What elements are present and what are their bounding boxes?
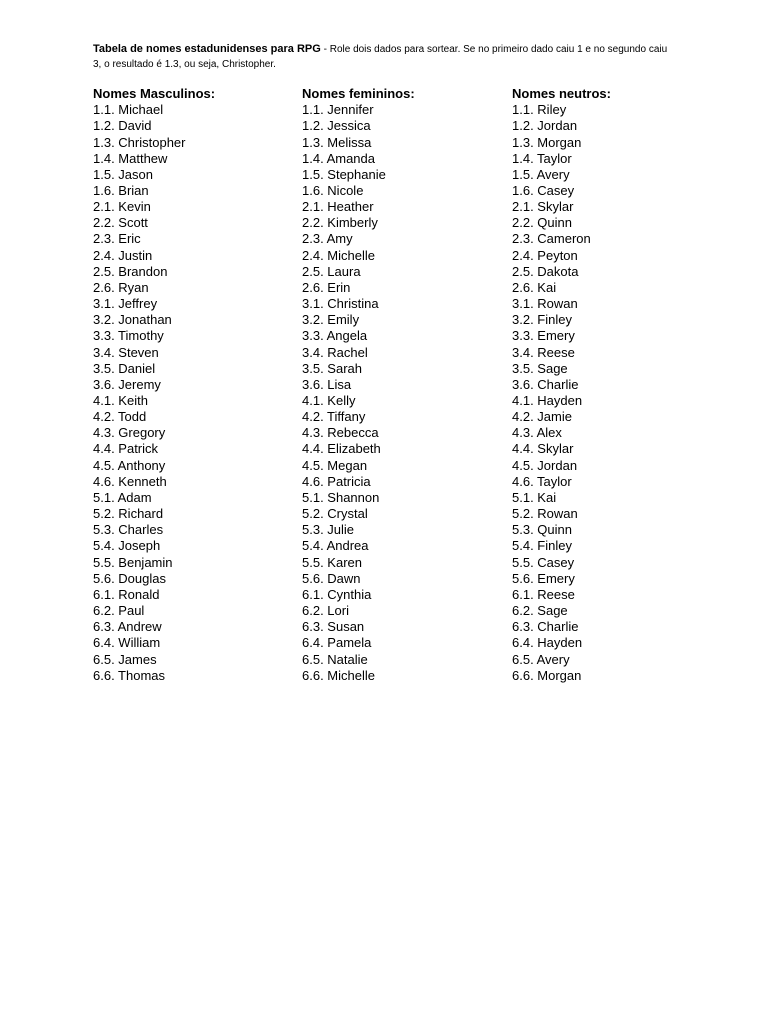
list-item: 5.2. Rowan xyxy=(512,506,578,522)
list-item: 6.6. Michelle xyxy=(302,667,375,683)
list-item: 6.4. Pamela xyxy=(302,635,372,651)
list-item: 6.3. Andrew xyxy=(93,619,162,635)
list-item: 2.4. Peyton xyxy=(512,247,578,263)
list-item: 1.5. Avery xyxy=(512,166,570,182)
list-item: 3.5. Daniel xyxy=(93,360,156,376)
list-item: 6.5. Natalie xyxy=(302,651,368,667)
list-item: 4.5. Megan xyxy=(302,457,368,473)
column-heading-male: Nomes Masculinos: xyxy=(93,86,216,101)
list-item: 5.3. Charles xyxy=(93,522,164,538)
list-item: 3.4. Reese xyxy=(512,344,575,360)
list-item: 2.6. Ryan xyxy=(93,279,149,295)
list-item: 3.1. Jeffrey xyxy=(93,296,158,312)
list-item: 6.4. Hayden xyxy=(512,635,583,651)
column-heading-female: Nomes femininos: xyxy=(302,86,415,101)
list-item: 1.3. Morgan xyxy=(512,134,582,150)
list-item: 3.3. Angela xyxy=(302,328,368,344)
list-item: 3.4. Rachel xyxy=(302,344,368,360)
list-item: 1.3. Christopher xyxy=(93,134,186,150)
list-item: 5.6. Dawn xyxy=(302,570,361,586)
list-item: 1.4. Amanda xyxy=(302,150,375,166)
list-item: 3.3. Emery xyxy=(512,328,575,344)
list-item: 4.2. Tiffany xyxy=(302,409,366,425)
list-item: 3.6. Lisa xyxy=(302,376,352,392)
list-item: 6.3. Charlie xyxy=(512,619,579,635)
list-item: 3.5. Sage xyxy=(512,360,568,376)
list-item: 1.6. Casey xyxy=(512,182,575,198)
list-item: 4.1. Keith xyxy=(93,393,148,409)
list-item: 6.1. Reese xyxy=(512,586,575,602)
list-item: 4.4. Skylar xyxy=(512,441,574,457)
list-item: 4.5. Jordan xyxy=(512,457,578,473)
list-item: 1.6. Brian xyxy=(93,182,149,198)
list-item: 5.3. Quinn xyxy=(512,522,572,538)
list-item: 3.1. Christina xyxy=(302,296,379,312)
list-item: 2.6. Kai xyxy=(512,279,557,295)
list-item: 5.1. Kai xyxy=(512,489,557,505)
instructions-text: - Role dois dados para sortear. Se no primeiro dado caiu 1 e no segundo caiu 3, o resultado é 1.3, ou seja, Christopher. xyxy=(93,44,668,70)
list-item: 5.3. Julie xyxy=(302,522,355,538)
list-item: 2.3. Amy xyxy=(302,231,353,247)
female-names-list xyxy=(302,102,502,684)
list-item: 4.4. Elizabeth xyxy=(302,441,381,457)
list-item: 1.2. Jessica xyxy=(302,118,371,134)
column-female-names xyxy=(302,86,502,684)
list-item: 2.1. Kevin xyxy=(93,199,151,215)
list-item: 3.4. Steven xyxy=(93,344,159,360)
list-item: 1.5. Stephanie xyxy=(302,166,386,182)
list-item: 5.1. Shannon xyxy=(302,489,380,505)
list-item: 1.2. David xyxy=(93,118,152,134)
list-item: 5.4. Finley xyxy=(512,538,572,554)
list-item: 6.2. Lori xyxy=(302,603,349,619)
list-item: 2.1. Skylar xyxy=(512,199,574,215)
list-item: 2.4. Justin xyxy=(93,247,153,263)
list-item: 5.6. Douglas xyxy=(93,570,166,586)
neutral-names-list xyxy=(512,102,712,684)
list-item: 2.4. Michelle xyxy=(302,247,375,263)
list-item: 6.6. Morgan xyxy=(512,667,582,683)
list-item: 1.1. Riley xyxy=(512,102,567,118)
list-item: 2.5. Brandon xyxy=(93,263,168,279)
list-item: 6.1. Ronald xyxy=(93,586,160,602)
list-item: 5.5. Benjamin xyxy=(93,554,173,570)
list-item: 5.2. Richard xyxy=(93,506,164,522)
list-item: 4.2. Todd xyxy=(93,409,147,425)
list-item: 6.1. Cynthia xyxy=(302,586,372,602)
list-item: 6.4. William xyxy=(93,635,161,651)
list-item: 5.2. Crystal xyxy=(302,506,368,522)
list-item: 3.3. Timothy xyxy=(93,328,164,344)
list-item: 5.5. Casey xyxy=(512,554,575,570)
list-item: 2.2. Quinn xyxy=(512,215,572,231)
list-item: 1.3. Melissa xyxy=(302,134,372,150)
list-item: 1.1. Jennifer xyxy=(302,102,374,118)
list-item: 3.5. Sarah xyxy=(302,360,362,376)
list-item: 3.2. Jonathan xyxy=(93,312,172,328)
intro-paragraph xyxy=(93,42,678,72)
list-item: 6.5. James xyxy=(93,651,157,667)
list-item: 5.5. Karen xyxy=(302,554,362,570)
list-item: 6.2. Paul xyxy=(93,603,145,619)
list-item: 2.6. Erin xyxy=(302,279,351,295)
list-item: 5.4. Andrea xyxy=(302,538,369,554)
list-item: 4.1. Kelly xyxy=(302,393,356,409)
list-item: 2.2. Kimberly xyxy=(302,215,378,231)
list-item: 4.5. Anthony xyxy=(93,457,166,473)
list-item: 2.3. Cameron xyxy=(512,231,591,247)
list-item: 4.3. Gregory xyxy=(93,425,166,441)
list-item: 2.5. Dakota xyxy=(512,263,579,279)
list-item: 5.4. Joseph xyxy=(93,538,161,554)
list-item: 3.2. Finley xyxy=(512,312,572,328)
list-item: 2.3. Eric xyxy=(93,231,141,247)
column-neutral-names xyxy=(512,86,712,684)
list-item: 4.1. Hayden xyxy=(512,393,583,409)
list-item: 6.5. Avery xyxy=(512,651,570,667)
list-item: 4.2. Jamie xyxy=(512,409,572,425)
column-heading-neutral: Nomes neutros: xyxy=(512,86,611,101)
list-item: 4.6. Kenneth xyxy=(93,473,167,489)
list-item: 1.2. Jordan xyxy=(512,118,578,134)
list-item: 1.4. Taylor xyxy=(512,150,572,166)
list-item: 5.6. Emery xyxy=(512,570,575,586)
male-names-list xyxy=(93,102,293,684)
list-item: 3.1. Rowan xyxy=(512,296,578,312)
column-male-names xyxy=(93,86,293,684)
list-item: 3.6. Jeremy xyxy=(93,376,161,392)
list-item: 2.2. Scott xyxy=(93,215,148,231)
list-item: 4.6. Patricia xyxy=(302,473,371,489)
list-item: 2.5. Laura xyxy=(302,263,361,279)
list-item: 3.6. Charlie xyxy=(512,376,579,392)
list-item: 6.6. Thomas xyxy=(93,667,166,683)
list-item: 6.3. Susan xyxy=(302,619,365,635)
list-item: 1.6. Nicole xyxy=(302,182,364,198)
list-item: 4.3. Rebecca xyxy=(302,425,379,441)
list-item: 6.2. Sage xyxy=(512,603,568,619)
list-item: 4.3. Alex xyxy=(512,425,562,441)
list-item: 5.1. Adam xyxy=(93,489,152,505)
list-item: 2.1. Heather xyxy=(302,199,374,215)
list-item: 1.1. Michael xyxy=(93,102,164,118)
list-item: 1.4. Matthew xyxy=(93,150,168,166)
list-item: 4.4. Patrick xyxy=(93,441,159,457)
list-item: 1.5. Jason xyxy=(93,166,153,182)
document-title: Tabela de nomes estadunidenses para RPG xyxy=(93,43,321,55)
list-item: 3.2. Emily xyxy=(302,312,360,328)
list-item: 4.6. Taylor xyxy=(512,473,572,489)
